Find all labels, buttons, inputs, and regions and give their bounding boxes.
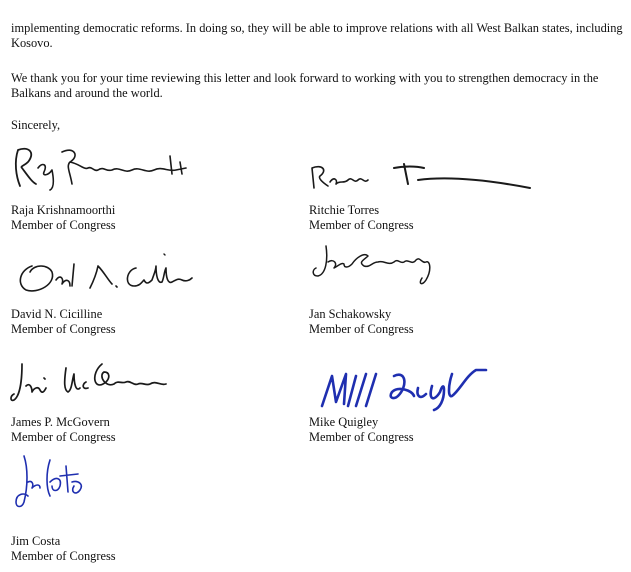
letter-paragraph: implementing democratic reforms. In doing so, they will be able to improve relations with all West Balkan states, including Kosovo. xyxy=(11,21,623,50)
letter-paragraph: We thank you for your time reviewing this letter and look forward to working with you to strengthen democracy in the Balkans and around the world. xyxy=(11,71,599,100)
signature-david-cicilline xyxy=(12,250,197,300)
signer-name: James P. McGovern xyxy=(11,415,110,429)
signature-mike-quigley xyxy=(316,366,496,412)
signer-block xyxy=(11,415,116,445)
signature-james-mcgovern xyxy=(10,358,170,408)
signature-ritchie-torres xyxy=(308,158,538,194)
signature-jim-costa xyxy=(12,452,92,514)
signer-name: Jan Schakowsky xyxy=(309,307,392,321)
signature-jan-schakowsky xyxy=(308,240,448,290)
signer-title: Member of Congress xyxy=(309,322,414,336)
signer-block xyxy=(11,307,116,337)
signer-block xyxy=(11,534,116,564)
signer-title: Member of Congress xyxy=(309,218,414,232)
signer-block xyxy=(11,203,116,233)
signer-name: Ritchie Torres xyxy=(309,203,380,217)
signer-title: Member of Congress xyxy=(11,322,116,336)
signer-name: Mike Quigley xyxy=(309,415,379,429)
signer-title: Member of Congress xyxy=(309,430,414,444)
signer-title: Member of Congress xyxy=(11,218,116,232)
signer-name: Jim Costa xyxy=(11,534,61,548)
signer-title: Member of Congress xyxy=(11,430,116,444)
signer-block xyxy=(309,307,414,337)
letter-closing: Sincerely, xyxy=(11,118,61,132)
signer-block xyxy=(309,203,414,233)
signer-title: Member of Congress xyxy=(11,549,116,563)
signature-raja-krishnamoorthi xyxy=(10,142,190,194)
signer-name: David N. Cicilline xyxy=(11,307,103,321)
signer-name: Raja Krishnamoorthi xyxy=(11,203,116,217)
signer-block xyxy=(309,415,414,445)
